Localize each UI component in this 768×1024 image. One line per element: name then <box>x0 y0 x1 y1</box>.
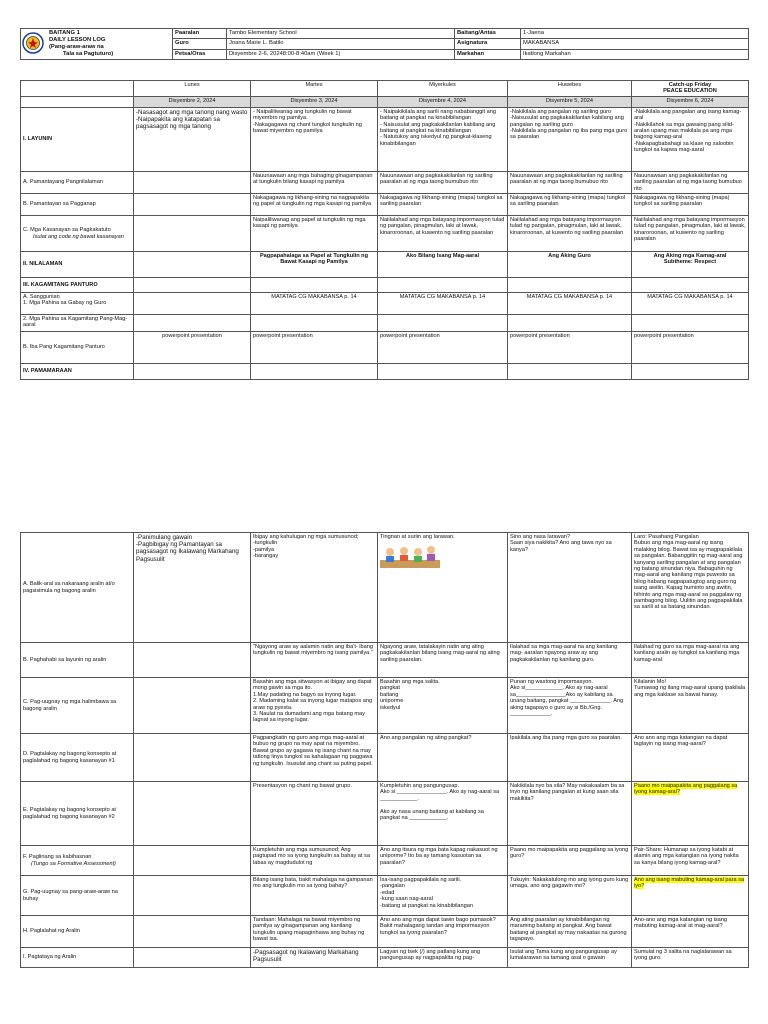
cell: Nauunawaan ang pagkakakilanlan ng sariling paaralan at ng mga taong bumubuo rito <box>378 171 508 193</box>
cell <box>134 948 251 968</box>
row-iba-pang <box>21 332 749 364</box>
label-kagamitang-mag-aaral: 2. Mga Pahina sa Kagamitang Pang-Mag-aaral <box>21 315 134 332</box>
dll-subtitle-1: (Pang-araw-araw na <box>49 44 104 50</box>
cell <box>134 678 251 734</box>
cell: Ngayong araw, tatalakayin natin ang ating pagkakakilanlan bilang isang mag-aaral ng ating sariling paaralan. <box>378 643 508 678</box>
label-pagganap: B. Pamantayan sa Pagganap <box>21 194 134 216</box>
row-nilalaman <box>21 252 749 278</box>
cell: Ano ano ang mga katangian na dapat taglayin ng isang mag-aaral? <box>632 734 749 782</box>
row-sanggunian <box>21 293 749 315</box>
cell: -Nasasagot ang mga tanong nang wasto -Naipapakita ang katapatan sa pagsasagot ng mga tanong <box>134 107 251 171</box>
date-tue: Disyembre 3, 2024 <box>251 96 378 107</box>
row-pagtalakay-2 <box>21 782 749 846</box>
cell: Ano ang pangalan ng ating pangkat? <box>378 734 508 782</box>
cell: Presentasyon ng chant ng bawat grupo. <box>251 782 378 846</box>
cell: Nakikilala nyo ba sila? May nakakaalam ba sa inyo ng kanilang pangalan at kung saan sila makikita? <box>508 782 632 846</box>
cell: Naiilalahad ang mga batayang impormasyon tulad ng pangalan, pinagmulan, laki at lawak, kinaroroonan, at kuwento ng sariling paaralan <box>508 216 632 252</box>
highlighted-text: Paano mo maipapakita ang paggalang sa iyong kamag-aral? <box>634 783 738 796</box>
cell: Naiilalahad ang mga batayang impormasyon tulad ng pangalan, pinagmulan, laki at lawak, kinaroroonan, at kuwento ng sariling paaralan <box>378 216 508 252</box>
row-layunin <box>21 107 749 171</box>
label-paglinang <box>21 846 134 876</box>
label-pamamaraan: IV. PAMAMARAAN <box>21 364 134 380</box>
label-kasanayan-main: C. Mga Kasanayan sa Pagkakatuto <box>23 227 111 234</box>
row-paglinang <box>21 846 749 876</box>
cell <box>134 293 251 315</box>
cell: -Nakikilala ang pangalan ang isang kamag-aral -Nakikilahok sa mga gawaing pang silid-aralan upang mas makilala pa ang mga bagong kamag-aral -Nakapagbabahagi sa klase ng saloobin tungkol sa kapwa mag-aaral <box>632 107 749 171</box>
cell: Lagyan ng tsek (/) ang patlang kung ang pangungusap ay nagpapakita ng pag- <box>378 948 508 968</box>
day-wed: Miyerkules <box>378 81 508 97</box>
baitang-value: 1-Jaena <box>521 29 749 39</box>
cell <box>134 216 251 252</box>
cell: powerpoint presentation <box>632 332 749 364</box>
petsa-value: Disyembre 2-6, 20248:00-8:40am (Week 1) <box>227 49 455 59</box>
row-kagamitang-mag-aaral <box>21 315 749 332</box>
paaralan-label: Paaralan <box>173 29 227 39</box>
cell: MATATAG CG MAKABANSA p. 14 <box>508 293 632 315</box>
day-mon: Lunes <box>134 81 251 97</box>
date-thu: Disyembre 5, 2024 <box>508 96 632 107</box>
row-pag-uugnay <box>21 678 749 734</box>
day-thu: Huwebes <box>508 81 632 97</box>
asignatura-label: Asignatura <box>455 39 521 49</box>
row-balik <box>21 533 749 643</box>
cell <box>632 876 749 916</box>
baitang-label: Baitang/Antas <box>455 29 521 39</box>
label-sanggunian-main: A. Sanggunian <box>23 294 60 301</box>
cell <box>134 194 251 216</box>
date-fri: Disyembre 6, 2024 <box>632 96 749 107</box>
cell: "Ngayong araw ay aalamin natin ang iba't- ibang tungkulin ng bawat miyembro ng isang pamilya." <box>251 643 378 678</box>
cell <box>134 846 251 876</box>
label-kasanayan <box>21 216 134 252</box>
guro-value: Joana Marie L. Batilo <box>227 39 455 49</box>
paaralan-value: Tambo Elementary School <box>227 29 455 39</box>
cell: Bilang isang bata, bakit mahalaga na gampanan mo ang tungkulin mo sa iyong bahay? <box>251 876 378 916</box>
cell <box>134 782 251 846</box>
label-paglalapat: G. Pag-uugnay sa pang-araw-araw na buhay <box>21 876 134 916</box>
cell: Kilalanin Mo! Tumawag ng ilang mag-aaral upang ipakilala ang mga kaklase sa bawat hanay. <box>632 678 749 734</box>
row-paglalapat <box>21 876 749 916</box>
cell: Ilalahad ng guro sa mga mag-aaral na ang kanilang aralin ay tungkol sa kanilang mga kamag-aral <box>632 643 749 678</box>
row-paghahabi <box>21 643 749 678</box>
cell <box>134 734 251 782</box>
title-block <box>21 29 173 60</box>
cell: Ilalahad sa mga mag-aaral na ang kanilang mag- aaralan ngayong araw ay ang pagkakakilanlan ng kanilang guro. <box>508 643 632 678</box>
row-pamamaraan <box>21 364 749 380</box>
cell: Sumulat ng 3 salita na naglalarawan sa iyong guro. <box>632 948 749 968</box>
cell: powerpoint presentation <box>508 332 632 364</box>
label-kasanayan-note: Isulat ang code ng bawat kasanayan <box>33 233 124 240</box>
cell: Ipakilala ang iba pang mga guro sa paaralan. <box>508 734 632 782</box>
label-nilalaman: II. NILALAMAN <box>21 252 134 278</box>
cell: powerpoint presentation <box>251 332 378 364</box>
cell: - Naipaliliwanag ang tungkulin ng bawat miyembro ng pamilya. -Nakagagawa ng chant tungkol tungkulin ng bawat miyembro ng pamilya <box>251 107 378 171</box>
label-layunin: I. LAYUNIN <box>21 107 134 171</box>
cell: MATATAG CG MAKABANSA p. 14 <box>378 293 508 315</box>
cell: Tandaan: Mahalaga na bawat miyembro ng pamilya ay ginagampanan ang kanilang tungkulin upang mapaginhawa ang buhay ng bawat isa. <box>251 916 378 948</box>
lesson-plan-table-2 <box>20 532 749 968</box>
cell: Isulat ang Tama kung ang pangungusap ay lumalarawan sa tamang asal o gawain <box>508 948 632 968</box>
label-pag-uugnay: C. Pag-uugnay ng mga halimbawa sa bagong aralin <box>21 678 134 734</box>
cell: Sino ang nasa larawan? Saan siya nakikita? Ano ang tawa nyo sa kanya? <box>508 533 632 643</box>
cell: Ang ating paaralan ay kinabibilangan ng maraming baitang at pangkat. Ang bawat baitang at pangkat ay may nakaatas na gurong tagapayo. <box>508 916 632 948</box>
cell: Nauunawaan ang pagkakakilanlan ng sariling paaralan at ng mga taong bumubuo rito <box>508 171 632 193</box>
row-pamantayang <box>21 171 749 193</box>
cell: Ano ang itsura ng mga bata kapag nakasuot ng uniporme? Ito ba ay tamang kasuotan sa paaralan? <box>378 846 508 876</box>
label-pamantayang: A. Pamantayang Pangnilalaman <box>21 171 134 193</box>
lesson-plan-table-1 <box>20 80 749 380</box>
asignatura-value: MAKABANSA <box>521 39 749 49</box>
cell: Nakagagawa ng likhang-sining (mapa) tungkol sa sariling paaralan <box>378 194 508 216</box>
cell: Pagpangkatin ng guro ang mga mag-aaral at bubuo ng grupo na may apat na miyembro. Bawat grupo ay gagawa ng isang chant na may tatlong linya tungkol sa kahalagaan ng paggawa ng tungkulin. Isusulat ang chant sa puting papel. <box>251 734 378 782</box>
cell <box>134 876 251 916</box>
cell: Pagpapahalaga sa Papel at Tungkulin ng Bawat Kasapi ng Pamilya <box>251 252 378 278</box>
cell: Nakagagawa ng likhang-sining (mapa) tungkol sa sariling paaralan <box>508 194 632 216</box>
cell: Kumpletuhin ang pangungusap. Ako si ________________. Ako ay nag-aaral sa ____________. Ako ay nasa unang baitang at kabilang sa pangkat na ____________. <box>378 782 508 846</box>
cell: Pair-Share: Humanap sa iyong katabi at alamin ang mga katangian na iyong nakita sa kanya bilang iyong kamag-aral? <box>632 846 749 876</box>
cell: Paano mo maipapakita ang paggalang sa iyong guro? <box>508 846 632 876</box>
cell: powerpoint presentation <box>378 332 508 364</box>
cell <box>632 782 749 846</box>
row-pagtataya <box>21 948 749 968</box>
cell: -Nakikilala ang pangalan ng sariling guro -Naisusulat ang pagkakakilanlan kabilang ang pangalan ng sariling guro -Nakikilala ang pangalan ng iba pang mga guro sa paaralan <box>508 107 632 171</box>
day-fri: Catch-up Friday PEACE EDUCATION <box>632 81 749 97</box>
cell: -Pagsasagot ng Ikalawang Markahang Pagsusulit <box>251 948 378 968</box>
cell <box>134 916 251 948</box>
row-kasanayan <box>21 216 749 252</box>
markahan-value: Ikatlong Markahan <box>521 49 749 59</box>
cell: Ang Aking Guro <box>508 252 632 278</box>
label-sanggunian <box>21 293 134 315</box>
cell: Naipaliliwanag ang papel at tungkulin ng mga kasapi ng pamilya <box>251 216 378 252</box>
cell: Naiilalahad ang mga batayang impormasyon tulad ng pangalan, pinagmulan, laki at lawak, kinaroroonan, at kuwento ng sariling paaralan <box>632 216 749 252</box>
cell: Basahin ang mga sitwasyon at ibigay ang dapat mong gawin sa mga ito. 1.May padating na bagyo sa inyong lugar. 2. Madaming kalat sa inyong lugar matapos ang araw ng pyesta. 3. Naulat na dumadami ang mga batang may lagnat sa inyong lugar. <box>251 678 378 734</box>
label-pagtataya: I. Pagtataya ng Aralin <box>21 948 134 968</box>
date-mon: Disyembre 2, 2024 <box>134 96 251 107</box>
label-kagamitan: III. KAGAMITANG PANTURO <box>21 278 134 293</box>
label-paghahabi: B. Paghahabi sa layunin ng aralin <box>21 643 134 678</box>
dll-title: DAILY LESSON LOG <box>49 37 106 43</box>
label-paglalahat: H. Paglalahat ng Aralin <box>21 916 134 948</box>
cell: Nakagagawa ng likhang-sining na nagpapakita ng papel at tungkulin ng mga kasapi ng pamilya <box>251 194 378 216</box>
grade-label: BAITANG 1 <box>49 30 80 36</box>
cell: Nauunawaan ang pagkakakilanlan ng sariling paaralan at ng mga taong bumubuo rito <box>632 171 749 193</box>
cell: Laro: Pasahang Pangalan Bubuo ang mga mag-aaral ng isang malaking bilog. Bawat isa ay magpapakilala sa pangalan. Babanggitin ng mag-aaral ang kanyang sariling pangalan at ang pangalan ng batang sinundan niya. Babaguhin ng mag-aaral ang kanilang mga puwesto sa bilog habang nagpapatugtog ang guro ng isang awitin. Kapag huminto ang awitin, hihinto ang mga mag-aaral sa paggalaw ng pambagong bilog. Uulitin ang pagpapakilala sa sarili at sa batang sinundan. <box>632 533 749 643</box>
markahan-label: Markahan <box>455 49 521 59</box>
cell: Ano-ano ang mga katangian ng isang mabuting kamag-aral at mag-aaral? <box>632 916 749 948</box>
row-kagamitan <box>21 278 749 293</box>
cell: Ibigay ang kahulugan ng mga sumusunod; -tungkulin -pamilya -barangay <box>251 533 378 643</box>
day-tue: Martes <box>251 81 378 97</box>
row-paglalahat <box>21 916 749 948</box>
cell <box>134 643 251 678</box>
row-pagtalakay-1 <box>21 734 749 782</box>
cell: Kumpletuhin ang mga sumusunod; Ang pagtupad mo sa iyong tungkulin sa bahay at sa labas ay magdudulot ng <box>251 846 378 876</box>
cell: Punan ng wastong impormasyon. Ako si____________. Ako ay nag-aaral sa________________Ako ay kabilang sa unang baitang, pangkat _____________. Ang aking tagapayo o guro ay si Bb./Gng. _____________. <box>508 678 632 734</box>
cell: Isa-isang pagpapakilala ng sarili. -pangalan -edad -kung saan nag-aaral -baitang at pangkat na kinabibilangan <box>378 876 508 916</box>
label-pagtalakay-2: E. Pagtalakay ng bagong konsepto at paglalahad ng bagong kasanayan #2 <box>21 782 134 846</box>
cell: Nauunawaan ang mga bahaging ginagampanan at tungkulin bilang kasapi ng pamilya <box>251 171 378 193</box>
label-sanggunian-sub: 1. Mga Pahina sa Gabay ng Guro <box>23 300 107 307</box>
cell: Ano ano ang mga dapat tawin bago pumasok? Bakit mahalagang tandan ang impormasyon tungkol sa iyong paaralan? <box>378 916 508 948</box>
classroom-illustration <box>380 542 440 570</box>
cell: Tukuyin: Nakakatulong mo ang iyong guro kung umaga, ano ang gagawin mo? <box>508 876 632 916</box>
dll-subtitle-2: Tala sa Pagtuturo) <box>63 51 114 57</box>
petsa-label: Petsa/Oras <box>173 49 227 59</box>
cell: MATATAG CG MAKABANSA p. 14 <box>251 293 378 315</box>
date-wed: Disyembre 4, 2024 <box>378 96 508 107</box>
cell: Nakagagawa ng likhang-sining (mapa) tungkol sa sariling paaralan <box>632 194 749 216</box>
label-paglinang-main: F. Paglinang sa kabihasnan <box>23 854 92 861</box>
cell: MATATAG CG MAKABANSA p. 14 <box>632 293 749 315</box>
label-paglinang-note: (Tungo sa Formative Assessment) <box>31 860 116 867</box>
cell-text: Tingnan at suriin ang larawan. <box>380 534 455 540</box>
header-table <box>20 28 749 60</box>
cell <box>134 171 251 193</box>
cell <box>134 252 251 278</box>
label-pagtalakay-1: D. Pagtalakay ng bagong konsepto at paglalahad ng bagong kasanayan #1 <box>21 734 134 782</box>
cell: Ang Aking mga Kamag-aral Subtheme: Respect <box>632 252 749 278</box>
guro-label: Guro <box>173 39 227 49</box>
cell: - Naipakikilala ang sarili nang nababanggit ang baitang at pangkat na kinabibilangan - Naisusulat ang pagkakakilanlan kabilang ang baitang at pangkat na kinabibilangan - Natutukoy ang isked​yul ng pangkat-klaseng kinabibilangan <box>378 107 508 171</box>
corner-cell <box>21 81 134 97</box>
highlighted-text: Ano ang isang mabuting kamag-aral para sa iyo? <box>634 877 745 890</box>
cell: -Panimulang gawain -Pagbibigay ng Pamantayan sa pagsasagot ng Ikalawang Markahang Pagsusulit <box>134 533 251 643</box>
cell: Ako Bilang Isang Mag-aaral <box>378 252 508 278</box>
cell-with-picture <box>378 533 508 643</box>
cell: powerpoint presentation <box>134 332 251 364</box>
label-iba-pang: B. Iba Pang Kagamitang Panturo <box>21 332 134 364</box>
label-balik: A. Balik-aral sa nakaraang aralin at/o pagsisimula ng bagong aralin <box>21 533 134 643</box>
cell: Basahin ang mga salita. pangkat baitang uniporme iskedyul <box>378 678 508 734</box>
row-pagganap <box>21 194 749 216</box>
